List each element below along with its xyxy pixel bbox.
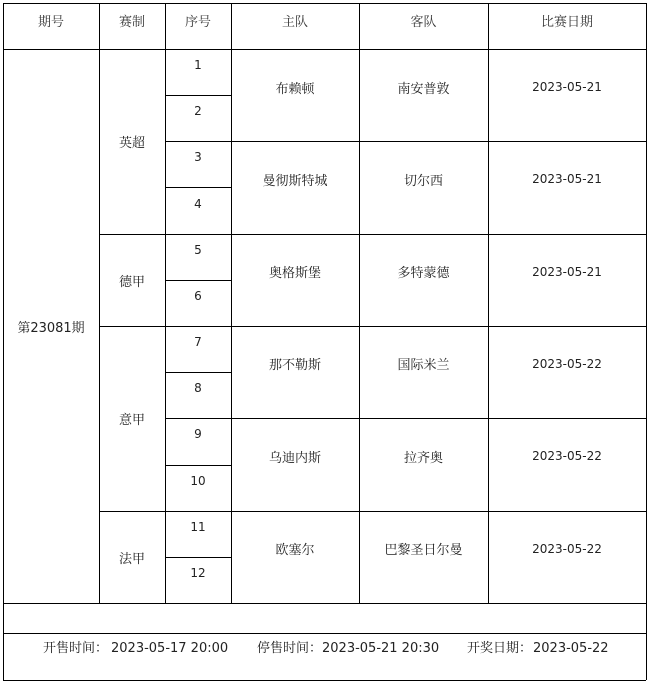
seq-number: 5	[194, 242, 202, 257]
header-date: 比赛日期	[540, 14, 593, 30]
match-date: 2023-05-22	[532, 356, 602, 371]
seq-number: 12	[190, 565, 206, 580]
match-date: 2023-05-22	[532, 541, 602, 556]
seq-number: 6	[194, 288, 202, 303]
sale-info-footer	[3, 636, 646, 662]
seq-number: 9	[194, 427, 202, 442]
period-cell: 第23081期	[17, 320, 85, 336]
seq-number: 10	[190, 473, 206, 488]
header-period: 期号	[37, 14, 64, 30]
match-away: 多特蒙德	[397, 266, 450, 282]
match-away: 拉齐奥	[403, 450, 443, 466]
league-cell-ligue1: 法甲	[118, 551, 145, 567]
match-date: 2023-05-21	[532, 264, 602, 279]
match-home: 布赖顿	[275, 81, 315, 97]
match-home: 乌迪内斯	[268, 450, 321, 466]
draw-date-value: 2023-05-22	[533, 641, 609, 656]
sale-open-value: 2023-05-17 20:00	[111, 641, 229, 656]
seq-number: 2	[194, 104, 202, 119]
league-cell-bundesliga: 德甲	[118, 274, 145, 290]
header-away: 客队	[410, 14, 437, 30]
sale-close-value: 2023-05-21 20:30	[322, 641, 440, 656]
match-home: 那不勒斯	[268, 358, 321, 374]
match-date: 2023-05-21	[532, 172, 602, 187]
match-date: 2023-05-22	[532, 449, 602, 464]
match-away: 南安普敦	[397, 81, 450, 97]
sale-close-label: 停售时间：	[257, 641, 323, 656]
match-home: 欧塞尔	[275, 543, 315, 559]
seq-number: 1	[194, 58, 202, 72]
match-date: 2023-05-21	[532, 80, 602, 94]
header-home: 主队	[281, 14, 308, 30]
league-cell-premier: 英超	[118, 136, 145, 151]
match-away: 国际米兰	[397, 358, 450, 374]
seq-number: 3	[194, 150, 202, 165]
seq-number: 7	[194, 335, 202, 350]
match-away: 巴黎圣日尔曼	[384, 543, 463, 559]
header-seq: 序号	[184, 14, 211, 30]
sale-open-label: 开售时间：	[43, 641, 109, 656]
seq-number: 11	[190, 519, 206, 534]
match-home: 奥格斯堡	[268, 266, 321, 282]
match-away: 切尔西	[403, 173, 443, 189]
seq-number: 8	[194, 381, 202, 396]
header-league: 赛制	[118, 14, 145, 30]
match-home: 曼彻斯特城	[262, 173, 328, 189]
seq-number: 4	[194, 196, 202, 211]
league-cell-seriea: 意甲	[118, 413, 145, 428]
draw-date-label: 开奖日期：	[467, 641, 533, 656]
